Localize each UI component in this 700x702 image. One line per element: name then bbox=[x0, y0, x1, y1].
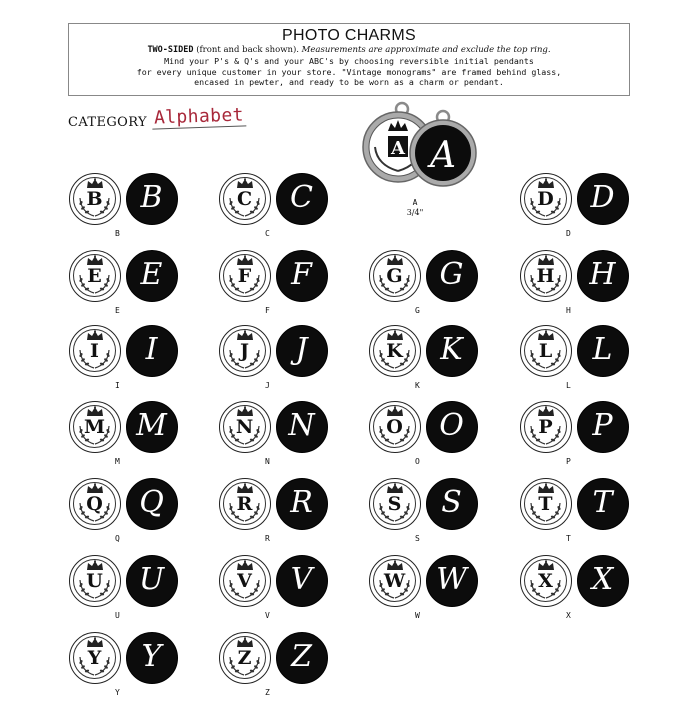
description-line-3: encased in pewter, and ready to be worn as a charm or pendant. bbox=[194, 77, 504, 88]
charm-front bbox=[520, 250, 572, 302]
charm-u bbox=[69, 555, 181, 625]
front-letter: T bbox=[538, 493, 553, 515]
charm-n bbox=[219, 401, 331, 471]
info-box bbox=[68, 23, 630, 96]
charm-m bbox=[69, 401, 181, 471]
charm-e bbox=[69, 250, 181, 320]
charm-caption: X bbox=[566, 611, 571, 620]
back-script-letter: S bbox=[441, 485, 462, 520]
front-letter: W bbox=[383, 570, 406, 592]
charm-back bbox=[426, 325, 478, 377]
back-script-letter: K bbox=[440, 332, 463, 367]
subtitle-line bbox=[69, 45, 629, 56]
charm-y bbox=[69, 632, 181, 702]
featured-caption: A bbox=[412, 198, 418, 207]
charm-back bbox=[577, 325, 629, 377]
charm-caption: N bbox=[265, 457, 270, 466]
charm-k bbox=[369, 325, 481, 395]
charm-caption: L bbox=[566, 381, 571, 390]
charm-front bbox=[69, 555, 121, 607]
back-script-letter: T bbox=[592, 485, 613, 520]
category-row bbox=[68, 104, 245, 132]
front-letter: J bbox=[240, 340, 249, 362]
charm-caption: V bbox=[265, 611, 270, 620]
charm-caption: M bbox=[115, 457, 120, 466]
back-script-letter: G bbox=[439, 257, 464, 292]
charm-c bbox=[219, 173, 331, 243]
charm-front bbox=[369, 250, 421, 302]
front-letter: M bbox=[83, 416, 106, 438]
charm-front bbox=[219, 555, 271, 607]
charm-g bbox=[369, 250, 481, 320]
charm-i bbox=[69, 325, 181, 395]
front-letter: U bbox=[86, 570, 103, 592]
charm-front bbox=[219, 173, 271, 225]
charm-caption: J bbox=[265, 381, 270, 390]
front-back-note: (front and back shown). bbox=[196, 45, 299, 55]
charm-front bbox=[69, 401, 121, 453]
charm-s bbox=[369, 478, 481, 548]
charm-front bbox=[520, 555, 572, 607]
charm-caption: F bbox=[265, 306, 270, 315]
back-script-letter: I bbox=[145, 332, 158, 367]
description bbox=[69, 56, 629, 88]
charm-back bbox=[126, 325, 178, 377]
charm-back bbox=[276, 555, 328, 607]
front-letter: Y bbox=[87, 647, 102, 669]
front-letter: R bbox=[236, 493, 253, 515]
charm-front bbox=[520, 478, 572, 530]
charm-w bbox=[369, 555, 481, 625]
charm-back bbox=[276, 173, 328, 225]
featured-front-letter: A bbox=[391, 138, 405, 159]
charm-caption: C bbox=[265, 229, 270, 238]
category-value: Alphabet bbox=[151, 104, 246, 129]
back-script-letter: C bbox=[290, 180, 313, 215]
charm-caption: P bbox=[566, 457, 571, 466]
charm-front bbox=[219, 401, 271, 453]
charm-j bbox=[219, 325, 331, 395]
charm-back bbox=[577, 555, 629, 607]
back-script-letter: F bbox=[291, 257, 312, 292]
front-letter: C bbox=[236, 188, 253, 210]
featured-size: 3/4" bbox=[406, 208, 424, 217]
charm-front bbox=[520, 173, 572, 225]
charm-front bbox=[69, 173, 121, 225]
charm-back bbox=[276, 325, 328, 377]
charm-front bbox=[520, 401, 572, 453]
charm-caption: G bbox=[415, 306, 420, 315]
charm-caption: D bbox=[566, 229, 571, 238]
charm-back bbox=[426, 401, 478, 453]
back-script-letter: E bbox=[140, 257, 163, 292]
front-letter: V bbox=[237, 570, 252, 592]
back-script-letter: U bbox=[138, 562, 165, 597]
charm-q bbox=[69, 478, 181, 548]
charm-back bbox=[577, 478, 629, 530]
charm-front bbox=[219, 250, 271, 302]
charm-front bbox=[369, 555, 421, 607]
back-script-letter: D bbox=[590, 180, 615, 215]
charm-d bbox=[520, 173, 632, 243]
back-script-letter: Q bbox=[139, 485, 164, 520]
description-line-2: for every unique customer in your store. "Vintage monograms" are framed behind glass, bbox=[136, 66, 562, 77]
featured-charm-image bbox=[355, 95, 485, 200]
charm-front bbox=[219, 478, 271, 530]
charm-caption: B bbox=[115, 229, 120, 238]
front-letter: B bbox=[86, 188, 103, 210]
charm-back bbox=[577, 173, 629, 225]
charm-front bbox=[369, 401, 421, 453]
charm-back bbox=[426, 555, 478, 607]
charm-caption: I bbox=[115, 381, 120, 390]
charm-back bbox=[126, 401, 178, 453]
charm-front bbox=[219, 325, 271, 377]
charm-p bbox=[520, 401, 632, 471]
back-script-letter: X bbox=[591, 562, 614, 597]
charm-back bbox=[276, 632, 328, 684]
charm-b bbox=[69, 173, 181, 243]
charm-back bbox=[126, 173, 178, 225]
front-letter: K bbox=[386, 340, 403, 362]
charm-caption: K bbox=[415, 381, 420, 390]
front-letter: P bbox=[538, 416, 553, 438]
back-script-letter: R bbox=[290, 485, 313, 520]
charm-v bbox=[219, 555, 331, 625]
charm-caption: R bbox=[265, 534, 270, 543]
charm-l bbox=[520, 325, 632, 395]
charm-front bbox=[69, 632, 121, 684]
charm-front bbox=[369, 478, 421, 530]
back-script-letter: N bbox=[288, 408, 315, 443]
front-letter: O bbox=[386, 416, 403, 438]
charm-caption: O bbox=[415, 457, 420, 466]
charm-front bbox=[69, 325, 121, 377]
featured-back-letter: A bbox=[430, 135, 456, 176]
back-script-letter: M bbox=[136, 408, 167, 443]
charm-h bbox=[520, 250, 632, 320]
back-script-letter: Y bbox=[141, 639, 162, 674]
charm-caption: Q bbox=[115, 534, 120, 543]
back-script-letter: J bbox=[295, 332, 308, 367]
featured-charm bbox=[355, 95, 485, 220]
charm-r bbox=[219, 478, 331, 548]
charm-t bbox=[520, 478, 632, 548]
charm-back bbox=[426, 250, 478, 302]
front-letter: D bbox=[537, 188, 554, 210]
back-script-letter: H bbox=[589, 257, 616, 292]
front-letter: Q bbox=[86, 493, 103, 515]
page-title: PHOTO CHARMS bbox=[282, 27, 416, 44]
description-line-1: Mind your P's & Q's and your ABC's by choosing reversible initial pendants bbox=[164, 56, 534, 66]
charm-back bbox=[126, 555, 178, 607]
charm-front bbox=[69, 250, 121, 302]
charm-back bbox=[276, 401, 328, 453]
front-letter: S bbox=[387, 493, 402, 515]
charm-front bbox=[69, 478, 121, 530]
charm-caption: S bbox=[415, 534, 420, 543]
two-sided-label: TWO-SIDED bbox=[147, 45, 194, 55]
front-letter: H bbox=[536, 265, 555, 287]
measurement-note: Measurements are approximate and exclude the top ring. bbox=[301, 45, 551, 55]
back-script-letter: V bbox=[290, 562, 313, 597]
back-script-letter: W bbox=[436, 562, 467, 597]
charm-caption: H bbox=[566, 306, 571, 315]
charm-caption: T bbox=[566, 534, 571, 543]
charm-o bbox=[369, 401, 481, 471]
charm-front bbox=[369, 325, 421, 377]
front-letter: I bbox=[90, 340, 99, 362]
front-letter: E bbox=[87, 265, 102, 287]
back-script-letter: O bbox=[439, 408, 464, 443]
back-script-letter: Z bbox=[291, 639, 312, 674]
charm-front bbox=[520, 325, 572, 377]
front-letter: G bbox=[386, 265, 403, 287]
charm-back bbox=[276, 250, 328, 302]
charm-caption: Z bbox=[265, 688, 270, 697]
charm-back bbox=[426, 478, 478, 530]
charm-caption: W bbox=[415, 611, 420, 620]
category-label: CATEGORY bbox=[68, 115, 147, 130]
front-letter: Z bbox=[237, 647, 252, 669]
charm-caption: U bbox=[115, 611, 120, 620]
front-letter: F bbox=[237, 265, 252, 287]
charm-z bbox=[219, 632, 331, 702]
charm-back bbox=[276, 478, 328, 530]
front-letter: X bbox=[538, 570, 553, 592]
charm-caption: E bbox=[115, 306, 120, 315]
charm-back bbox=[126, 478, 178, 530]
front-letter: N bbox=[235, 416, 254, 438]
front-letter: L bbox=[538, 340, 553, 362]
back-script-letter: B bbox=[140, 180, 163, 215]
charm-f bbox=[219, 250, 331, 320]
charm-caption: Y bbox=[115, 688, 120, 697]
charm-back bbox=[126, 632, 178, 684]
charm-back bbox=[577, 401, 629, 453]
back-script-letter: P bbox=[592, 408, 613, 443]
back-script-letter: L bbox=[592, 332, 613, 367]
charm-front bbox=[219, 632, 271, 684]
charm-back bbox=[126, 250, 178, 302]
charm-back bbox=[577, 250, 629, 302]
charm-x bbox=[520, 555, 632, 625]
